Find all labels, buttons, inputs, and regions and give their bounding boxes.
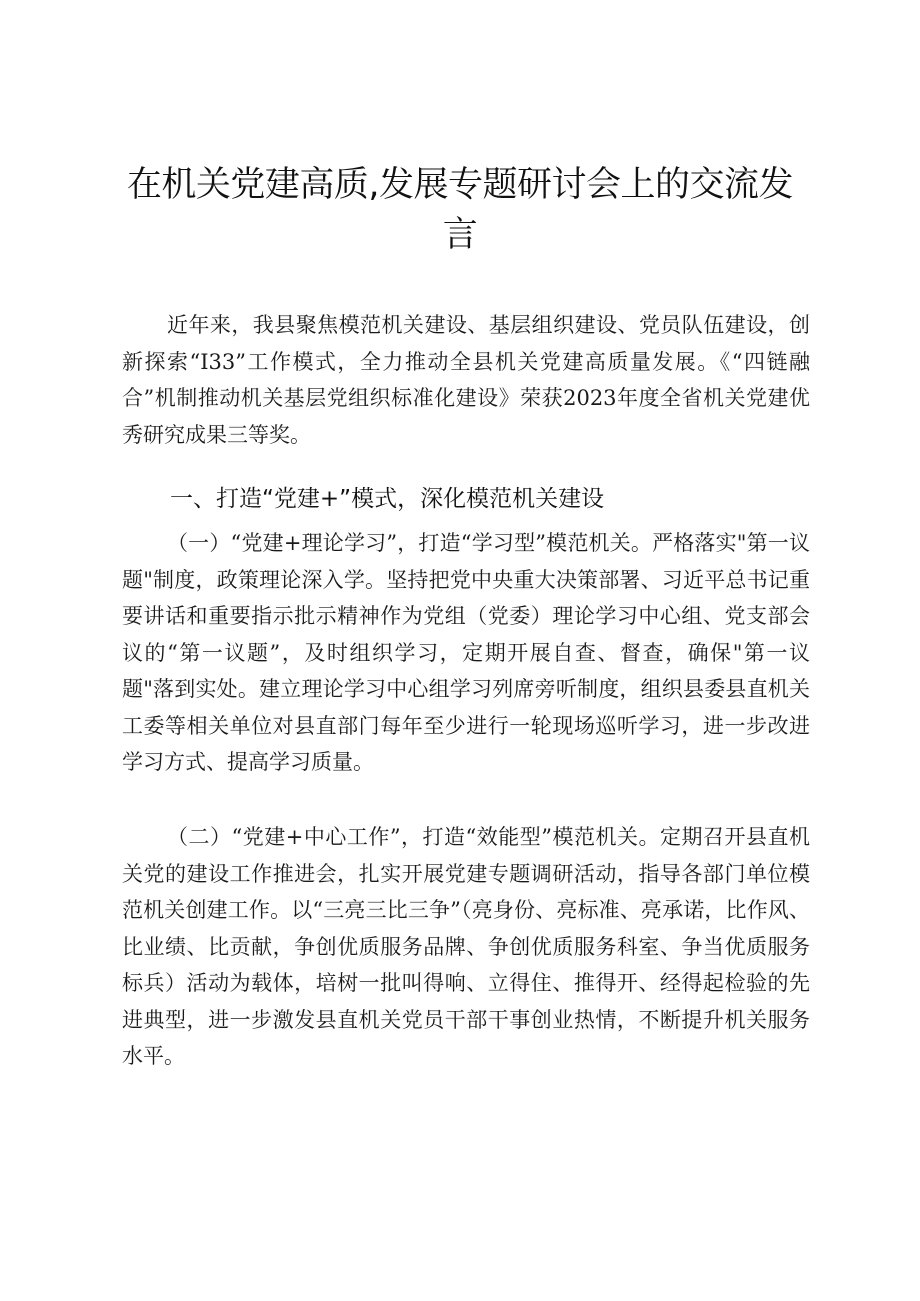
intro-paragraph: 近年来，我县聚焦模范机关建设、基层组织建设、党员队伍建设，创新探索“I33”工作模式，全力推动全县机关党建高质量发展。《“四链融合”机制推动机关基层党组织标准化建设》荣获2023年度全省机关党建优秀研究成果三等奖。 <box>122 313 810 447</box>
section-1-item-1-paragraph: （一）“党建+理论学习”，打造“学习型”模范机关。严格落实"第一议题"制度，政策理论深入学。坚持把党中央重大决策部署、习近平总书记重要讲话和重要指示批示精神作为党组（党委）理论学习中心组、党支部会议的“第一议题”，及时组织学习，定期开展自查、督查，确保"第一议题"落到实处。建立理论学习中心组学习列席旁听制度，组织县委县直机关工委等相关单位对县直部门每年至少进行一轮现场巡听学习，进一步改进学习方式、提高学习质量。 <box>122 531 810 774</box>
section-1-heading: 一、打造“党建+”模式，深化模范机关建设 <box>170 486 605 512</box>
document-title: 在机关党建高质,发展专题研讨会上的交流发言 <box>126 165 794 255</box>
section-1-item-2-paragraph: （二）“党建+中心工作”，打造“效能型”模范机关。定期召开县直机关党的建设工作推进会，扎实开展党建专题调研活动，指导各部门单位模范机关创建工作。以“三亮三比三争”（亮身份、亮标准、亮承诺，比作风、比业绩、比贡献，争创优质服务品牌、争创优质服务科室、争当优质服务标兵）活动为载体，培树一批叫得响、立得住、推得开、经得起检验的先进典型，进一步激发县直机关党员干部干事创业热情，不断提升机关服务水平。 <box>122 825 810 1068</box>
